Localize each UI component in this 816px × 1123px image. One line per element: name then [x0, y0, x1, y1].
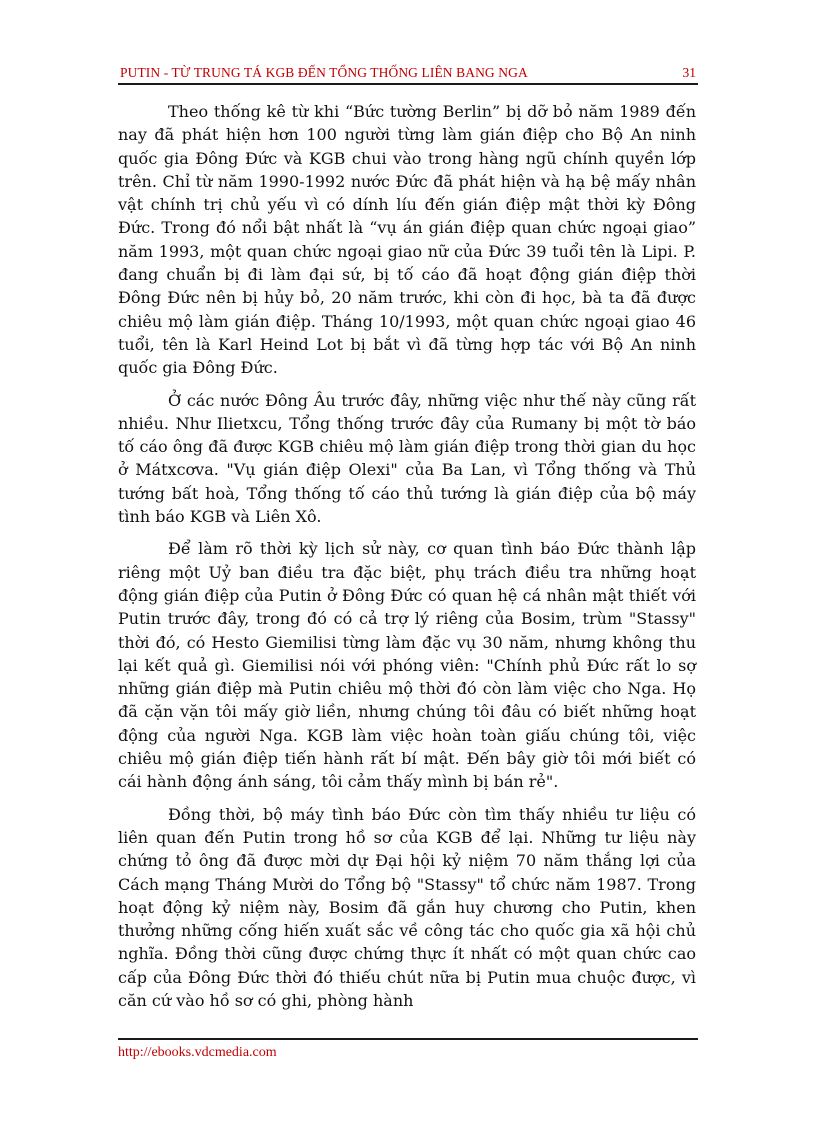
running-header-title: PUTIN - TỪ TRUNG TÁ KGB ĐẾN TỔNG THỐNG LIÊN BANG NGA [120, 65, 528, 80]
paragraph-2: Ở các nước Đông Âu trước đây, những việc như thế này cũng rất nhiều. Như Ilietxcu, Tổng thống trước đây của Rumany bị một tờ báo tố cáo ông đã được KGB chiêu mộ làm gián điệp trong thời gian du học ở Mátxcơva. "Vụ gián điệp Olexi" của Ba Lan, vì Tổng thống và Thủ tướng bất hoà, Tổng thống tố cáo thủ tướng là gián điệp của bộ máy tình báo KGB và Liên Xô. [118, 390, 696, 527]
footer-website-link[interactable]: http://ebooks.vdcmedia.com [118, 1045, 277, 1060]
page-footer [118, 1038, 698, 1061]
paragraph-1: Theo thống kê từ khi “Bức tường Berlin” bị dỡ bỏ năm 1989 đến nay đã phát hiện hơn 100 người từng làm gián điệp cho Bộ An ninh quốc gia Đông Đức và KGB chui vào trong hàng ngũ chính quyền lớp trên. Chỉ từ năm 1990-1992 nước Đức đã phát hiện và hạ bệ mấy nhân vật chính trị chủ yếu vì có dính líu đến gián điệp mật thời kỳ Đông Đức. Trong đó nổi bật nhất là “vụ án gián điệp quan chức ngoại giao” năm 1993, một quan chức ngoại giao nữ của Đức 39 tuổi tên là Lipi. P. đang chuẩn bị đi làm đại sứ, bị tố cáo đã hoạt động gián điệp thời Đông Đức nên bị hủy bỏ, 20 năm trước, khi còn đi học, bà ta đã được chiêu mộ làm gián điệp. Tháng 10/1993, một quan chức ngoại giao 46 tuổi, tên là Karl Heind Lot bị bắt vì đã từng hợp tác với Bộ An ninh quốc gia Đông Đức. [118, 102, 696, 378]
body-text [118, 100, 696, 1021]
paragraph-3: Để làm rõ thời kỳ lịch sử này, cơ quan tình báo Đức thành lập riêng một Uỷ ban điều tra đặc biệt, phụ trách điều tra những hoạt động gián điệp của Putin ở Đông Đức có quan hệ cá nhân mật thiết với Putin trước đây, trong đó có cả trợ lý riêng của Bosim, trùm "Stassy" thời đó, có Hesto Giemilisi từng làm đặc vụ 30 năm, nhưng không thu lại kết quả gì. Giemilisi nói với phóng viên: "Chính phủ Đức rất lo sợ những gián điệp mà Putin chiêu mộ thời đó còn làm việc cho Nga. Họ đã cặn vặn tôi mấy giờ liền, nhưng chúng tôi đâu có biết những hoạt động của người Nga. KGB làm việc hoàn toàn giấu chúng tôi, việc chiêu mộ gián điệp tiến hành rất bí mật. Đến bây giờ tôi mới biết có cái hành động ánh sáng, tôi cảm thấy mình bị bán rẻ". [118, 539, 696, 792]
page-number: 31 [682, 65, 696, 80]
paragraph-4: Đồng thời, bộ máy tình báo Đức còn tìm thấy nhiều tư liệu có liên quan đến Putin trong hồ sơ của KGB để lại. Những tư liệu này chứng tỏ ông đã được mời dự Đại hội kỷ niệm 70 năm thắng lợi của Cách mạng Tháng Mười do Tổng bộ "Stassy" tổ chức năm 1987. Trong hoạt động kỷ niệm này, Bosim đã gắn huy chương cho Putin, khen thưởng những cống hiến xuất sắc về công tác cho quốc gia xã hội chủ nghĩa. Đồng thời cũng được chứng thực ít nhất có một quan chức cao cấp của Đông Đức thời đó thiếu chút nữa bị Putin mua chuộc được, vì căn cứ vào hồ sơ có ghi, phòng hành [118, 804, 696, 1010]
page-header [118, 63, 698, 85]
